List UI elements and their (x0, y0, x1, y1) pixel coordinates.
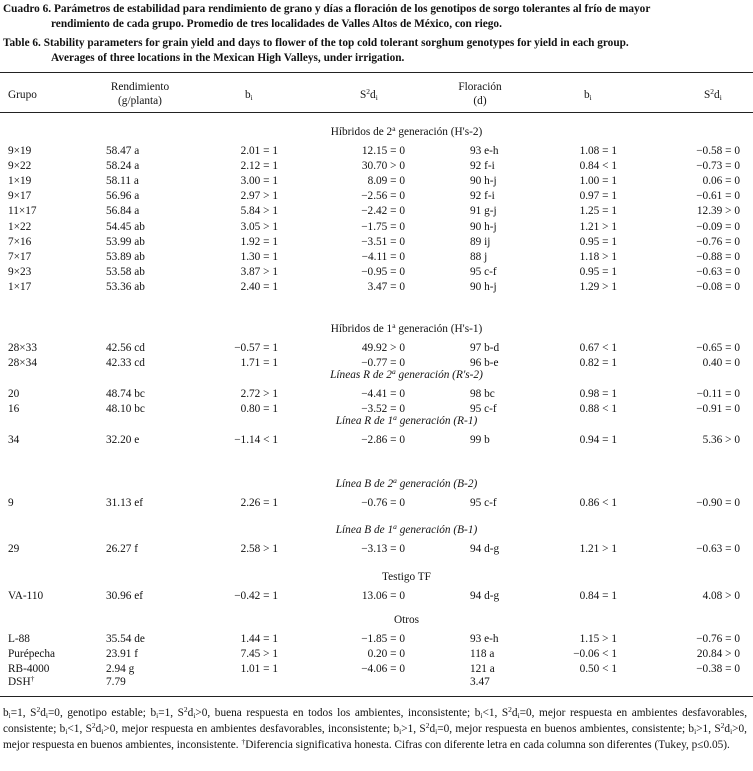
dsh-rendimiento: 7.79 (106, 676, 126, 688)
header-s2di2-d: d (714, 89, 720, 101)
cell-s2di-yield: 49.92 > 0 (361, 341, 405, 354)
cell-rendimiento: 53.99 ab (106, 235, 145, 248)
cell-rendimiento: 30.96 ef (106, 589, 144, 602)
cell-s2di-flower: 20.84 > 0 (696, 647, 740, 660)
cell-floracion: 90 h-j (470, 220, 497, 233)
section-heading (30, 524, 753, 536)
cell-floracion: 118 a (470, 647, 495, 660)
cell-s2di-yield: −4.06 = 0 (361, 662, 405, 675)
cell-bi-yield: 0.80 = 1 (240, 402, 278, 415)
header-s2di-sub: i (375, 93, 378, 102)
header-s2di-sup: 2 (366, 87, 371, 96)
footnote: $b_i=1$, $S^2d_i=0$, genotipo estable; $b_i=1$, $S^2d_i>0$, buena respuesta en todos los ambientes, inconsistente; $b_i<1$, $S^2d_i=0$, mejor respuesta en ambientes desfavorables, consistente; $b_i<1$, $S^2d_i>0$, mejor respuesta en ambientes desfavorables, inconsistente; $b_i>1$, $S^2d_i=0$, mejor respuesta en buenos ambientes, consistente; $b_i>1$, $S^2d_i>0$, mejor respuesta en buenos ambientes, inconsistente. †Diferencia significativa honesta. Cifras con diferente letra en cada columna son diferentes (Tukey, p≤0.05). (3, 705, 748, 751)
header-bi-b: b (245, 89, 251, 101)
cell-bi-flower: 0.84 = 1 (579, 589, 617, 602)
header-s2di2-s: S (704, 89, 711, 101)
cell-bi-flower: 1.25 = 1 (579, 205, 617, 218)
cell-grupo: 20 (8, 387, 20, 400)
header-bi-yield (245, 88, 253, 102)
section-heading (30, 126, 753, 138)
cell-bi-yield: 1.44 = 1 (240, 632, 278, 645)
cell-grupo: 28×33 (8, 341, 37, 354)
cell-floracion: 95 c-f (470, 496, 497, 509)
cell-s2di-flower: −0.09 = 0 (696, 220, 740, 233)
cell-rendimiento: 23.91 f (106, 647, 139, 660)
cell-s2di-flower: −0.61 = 0 (696, 190, 740, 203)
section-heading-text: Testigo TF (382, 571, 431, 583)
section-heading-ordinal: a (393, 476, 397, 485)
cell-s2di-flower: 0.06 = 0 (702, 174, 740, 187)
cell-grupo: 9×19 (8, 144, 32, 157)
section-heading-text: Híbridos de 1 (330, 323, 393, 335)
cell-bi-yield: −0.57 = 1 (234, 341, 278, 354)
cell-s2di-flower: −0.63 = 0 (696, 542, 740, 555)
cell-bi-yield: 2.01 = 1 (240, 144, 278, 157)
cell-s2di-yield: −3.51 = 0 (361, 235, 405, 248)
dsh-floracion: 3.47 (470, 676, 490, 688)
cell-grupo: 7×17 (8, 250, 32, 263)
cell-bi-yield: 3.87 > 1 (240, 266, 278, 279)
cell-s2di-yield: −3.13 = 0 (361, 542, 405, 555)
section-heading-suffix: generación (R's-2) (395, 369, 483, 381)
section-heading-text: Línea R de 1 (335, 415, 394, 427)
section-heading-suffix: generación (B-2) (396, 478, 478, 490)
section-heading (30, 415, 753, 427)
cell-grupo: 9×23 (8, 266, 32, 279)
cell-s2di-flower: −0.73 = 0 (696, 159, 740, 172)
cell-s2di-yield: −2.42 = 0 (361, 205, 405, 218)
cell-bi-yield: 1.92 = 1 (240, 235, 278, 248)
cell-bi-flower: 1.21 > 1 (579, 220, 617, 233)
caption-english (3, 36, 750, 65)
cell-s2di-yield: 3.47 = 0 (367, 281, 405, 294)
cell-bi-flower: 1.15 > 1 (579, 632, 617, 645)
cell-bi-flower: 1.00 = 1 (579, 174, 617, 187)
cell-bi-flower: 0.82 = 1 (579, 356, 617, 369)
section-heading-suffix: generación (H's-2) (395, 126, 483, 138)
cell-s2di-flower: −0.63 = 0 (696, 266, 740, 279)
section-heading-ordinal: a (393, 413, 397, 422)
section-heading (30, 478, 753, 490)
cell-s2di-yield: 13.06 = 0 (361, 589, 405, 602)
cell-bi-flower: 0.95 = 1 (579, 235, 617, 248)
header-s2di-flower (704, 88, 722, 102)
header-rend-line2: (g/planta) (118, 95, 162, 107)
section-heading-ordinal: a (392, 321, 396, 330)
cell-s2di-flower: 0.40 = 0 (702, 356, 740, 369)
cell-rendimiento: 42.56 cd (106, 341, 145, 354)
caption-en-line2: Averages of three locations in the Mexican High Valleys, under irrigation. (51, 51, 405, 64)
cell-grupo: 7×16 (8, 235, 32, 248)
cell-rendimiento: 58.11 a (106, 174, 139, 187)
header-bi2-sub: i (589, 93, 592, 102)
header-bi2-b: b (584, 89, 590, 101)
section-heading-suffix: generación (H's-1) (395, 323, 483, 335)
cell-rendimiento: 2.94 g (106, 662, 135, 675)
cell-rendimiento: 48.10 bc (106, 402, 145, 415)
header-flor-line1: Floración (458, 81, 502, 93)
header-s2di2-sup: 2 (710, 87, 715, 96)
cell-rendimiento: 53.36 ab (106, 281, 145, 294)
section-heading (30, 323, 753, 335)
cell-rendimiento: 53.58 ab (106, 266, 145, 279)
cell-s2di-flower: −0.88 = 0 (696, 250, 740, 263)
cell-bi-yield: 7.45 > 1 (240, 647, 278, 660)
cell-bi-flower: 0.98 = 1 (579, 387, 617, 400)
cell-bi-flower: 0.84 < 1 (579, 159, 617, 172)
cell-floracion: 92 f-i (470, 190, 495, 203)
cell-rendimiento: 58.24 a (106, 159, 140, 172)
cell-bi-yield: 2.40 = 1 (240, 281, 278, 294)
cell-bi-yield: 1.30 = 1 (240, 250, 278, 263)
section-heading-ordinal: a (391, 367, 396, 376)
cell-rendimiento: 32.20 e (106, 433, 140, 446)
header-floracion (440, 80, 520, 108)
cell-rendimiento: 53.89 ab (106, 250, 145, 263)
section-heading (30, 571, 753, 583)
cell-rendimiento: 58.47 a (106, 144, 140, 157)
header-rule (0, 112, 753, 113)
cell-bi-flower: 0.97 = 1 (579, 190, 617, 203)
cell-s2di-flower: −0.11 = 0 (696, 387, 740, 400)
section-heading-ordinal: a (393, 522, 397, 531)
cell-rendimiento: 56.84 a (106, 205, 140, 218)
cell-s2di-yield: −0.77 = 0 (361, 356, 405, 369)
cell-s2di-flower: −0.76 = 0 (696, 235, 740, 248)
cell-floracion: 93 e-h (470, 144, 499, 157)
cell-grupo: 9 (8, 496, 14, 509)
section-heading-ordinal: a (392, 124, 396, 133)
cell-s2di-yield: −2.56 = 0 (361, 190, 405, 203)
section-heading-suffix: generación (B-1) (396, 524, 478, 536)
cell-s2di-yield: −3.52 = 0 (361, 402, 405, 415)
cell-s2di-yield: 30.70 > 0 (361, 159, 405, 172)
header-flor-line2: (d) (473, 95, 487, 107)
header-grupo: Grupo (8, 89, 37, 101)
cell-s2di-yield: −2.86 = 0 (361, 433, 405, 446)
cell-s2di-flower: −0.38 = 0 (696, 662, 740, 675)
cell-s2di-flower: −0.65 = 0 (696, 341, 740, 354)
cell-bi-flower: 0.88 < 1 (579, 402, 617, 415)
cell-bi-flower: 0.86 < 1 (579, 496, 617, 509)
cell-bi-yield: 5.84 > 1 (240, 205, 278, 218)
section-heading-text: Otros (393, 614, 420, 626)
cell-bi-flower: 1.21 > 1 (579, 542, 617, 555)
cell-s2di-yield: 8.09 = 0 (367, 174, 405, 187)
cell-rendimiento: 48.74 bc (106, 387, 145, 400)
header-s2di-yield (360, 88, 378, 102)
caption-en-line1: Table 6. Stability parameters for grain yield and days to flower of the top cold tolerant sorghum genotypes for yield in each group. (3, 37, 629, 49)
cell-floracion: 92 f-i (470, 159, 495, 172)
dsh-text: DSH (8, 676, 31, 688)
cell-bi-yield: 2.12 = 1 (240, 159, 278, 172)
cell-grupo: 1×17 (8, 281, 32, 294)
caption-es-line1: Cuadro 6. Parámetros de estabilidad para rendimiento de grano y días a floración de los genotipos de sorgo tolerantes al frío de mayor (3, 3, 651, 15)
cell-floracion: 90 h-j (470, 281, 497, 294)
cell-rendimiento: 31.13 ef (106, 496, 144, 509)
cell-grupo: RB-4000 (8, 662, 50, 675)
cell-bi-yield: 3.00 = 1 (240, 174, 278, 187)
cell-bi-yield: 1.01 = 1 (240, 662, 278, 675)
header-s2di-s: S (360, 89, 367, 101)
cell-grupo: L-88 (8, 632, 30, 645)
cell-bi-yield: −0.42 = 1 (234, 589, 278, 602)
cell-bi-flower: 0.94 = 1 (579, 433, 617, 446)
cell-s2di-yield: −0.95 = 0 (361, 266, 405, 279)
cell-s2di-yield: −1.85 = 0 (361, 632, 405, 645)
header-rend-line1: Rendimiento (110, 81, 170, 93)
cell-floracion: 88 j (470, 250, 488, 263)
section-heading-text: Híbridos de 2 (330, 126, 393, 138)
section-heading-suffix: generación (R-1) (396, 415, 478, 427)
dsh-label (8, 675, 34, 689)
cell-rendimiento: 42.33 cd (106, 356, 145, 369)
cell-floracion: 89 ij (470, 235, 491, 248)
cell-s2di-flower: 5.36 > 0 (702, 433, 740, 446)
cell-rendimiento: 35.54 de (106, 632, 145, 645)
cell-grupo: 1×22 (8, 220, 32, 233)
cell-floracion: 97 b-d (470, 341, 500, 354)
cell-rendimiento: 56.96 a (106, 190, 140, 203)
cell-grupo: Purépecha (8, 647, 56, 660)
cell-floracion: 99 b (470, 433, 490, 446)
header-bi-sub: i (250, 93, 253, 102)
cell-bi-yield: 3.05 > 1 (240, 220, 278, 233)
cell-floracion: 96 b-e (470, 356, 499, 369)
caption-spanish (3, 2, 750, 31)
cell-floracion: 90 h-j (470, 174, 497, 187)
cell-grupo: 34 (8, 433, 20, 446)
cell-grupo: 9×17 (8, 190, 32, 203)
header-s2di2-sub: i (719, 93, 722, 102)
section-heading (30, 614, 753, 626)
cell-s2di-yield: −1.75 = 0 (361, 220, 405, 233)
section-heading-text: Línea B de 1 (335, 524, 394, 536)
cell-s2di-yield: −4.41 = 0 (361, 387, 405, 400)
cell-floracion: 93 e-h (470, 632, 499, 645)
cell-s2di-yield: 12.15 = 0 (361, 144, 405, 157)
header-rendimiento (90, 80, 190, 108)
cell-grupo: 1×19 (8, 174, 32, 187)
cell-bi-yield: 2.26 = 1 (240, 496, 278, 509)
cell-rendimiento: 54.45 ab (106, 220, 145, 233)
header-bi-flower (584, 88, 592, 102)
cell-s2di-flower: −0.76 = 0 (696, 632, 740, 645)
header-s2di-d: d (370, 89, 376, 101)
cell-bi-flower: 0.67 < 1 (579, 341, 617, 354)
cell-bi-yield: 1.71 = 1 (240, 356, 278, 369)
cell-bi-flower: 0.95 = 1 (579, 266, 617, 279)
cell-s2di-flower: −0.58 = 0 (696, 144, 740, 157)
cell-bi-yield: 2.97 > 1 (240, 190, 278, 203)
section-heading-text: Líneas R de 2 (330, 369, 392, 381)
cell-bi-flower: 0.50 < 1 (579, 662, 617, 675)
cell-floracion: 91 g-j (470, 205, 497, 218)
cell-s2di-flower: −0.08 = 0 (696, 281, 740, 294)
cell-bi-flower: 1.29 > 1 (579, 281, 617, 294)
cell-grupo: 11×17 (8, 205, 37, 218)
cell-grupo: 9×22 (8, 159, 32, 172)
cell-floracion: 95 c-f (470, 402, 497, 415)
cell-s2di-yield: 0.20 = 0 (367, 647, 405, 660)
cell-bi-yield: 2.72 > 1 (240, 387, 278, 400)
cell-s2di-flower: −0.91 = 0 (696, 402, 740, 415)
cell-grupo: 29 (8, 542, 20, 555)
cell-grupo: 28×34 (8, 356, 37, 369)
cell-floracion: 95 c-f (470, 266, 497, 279)
cell-s2di-flower: −0.90 = 0 (696, 496, 740, 509)
cell-floracion: 121 a (470, 662, 495, 675)
bottom-rule (0, 696, 753, 697)
cell-s2di-yield: −4.11 = 0 (361, 250, 405, 263)
cell-bi-flower: 1.18 > 1 (579, 250, 617, 263)
cell-bi-flower: −0.06 < 1 (573, 647, 617, 660)
dsh-dagger: † (30, 674, 35, 683)
caption-es-line2: rendimiento de cada grupo. Promedio de tres localidades de Valles Altos de México, con riego. (51, 17, 502, 30)
cell-grupo: VA-110 (8, 589, 44, 602)
top-rule (0, 72, 753, 73)
cell-floracion: 98 bc (470, 387, 495, 400)
cell-bi-yield: 2.58 > 1 (240, 542, 278, 555)
cell-bi-flower: 1.08 = 1 (579, 144, 617, 157)
cell-s2di-yield: −0.76 = 0 (361, 496, 405, 509)
cell-rendimiento: 26.27 f (106, 542, 139, 555)
cell-floracion: 94 d-g (470, 542, 500, 555)
cell-s2di-flower: 12.39 > 0 (696, 205, 740, 218)
cell-bi-yield: −1.14 < 1 (234, 433, 278, 446)
cell-floracion: 94 d-g (470, 589, 500, 602)
section-heading-text: Línea B de 2 (335, 478, 394, 490)
cell-grupo: 16 (8, 402, 20, 415)
section-heading (30, 369, 753, 381)
cell-s2di-flower: 4.08 > 0 (702, 589, 740, 602)
